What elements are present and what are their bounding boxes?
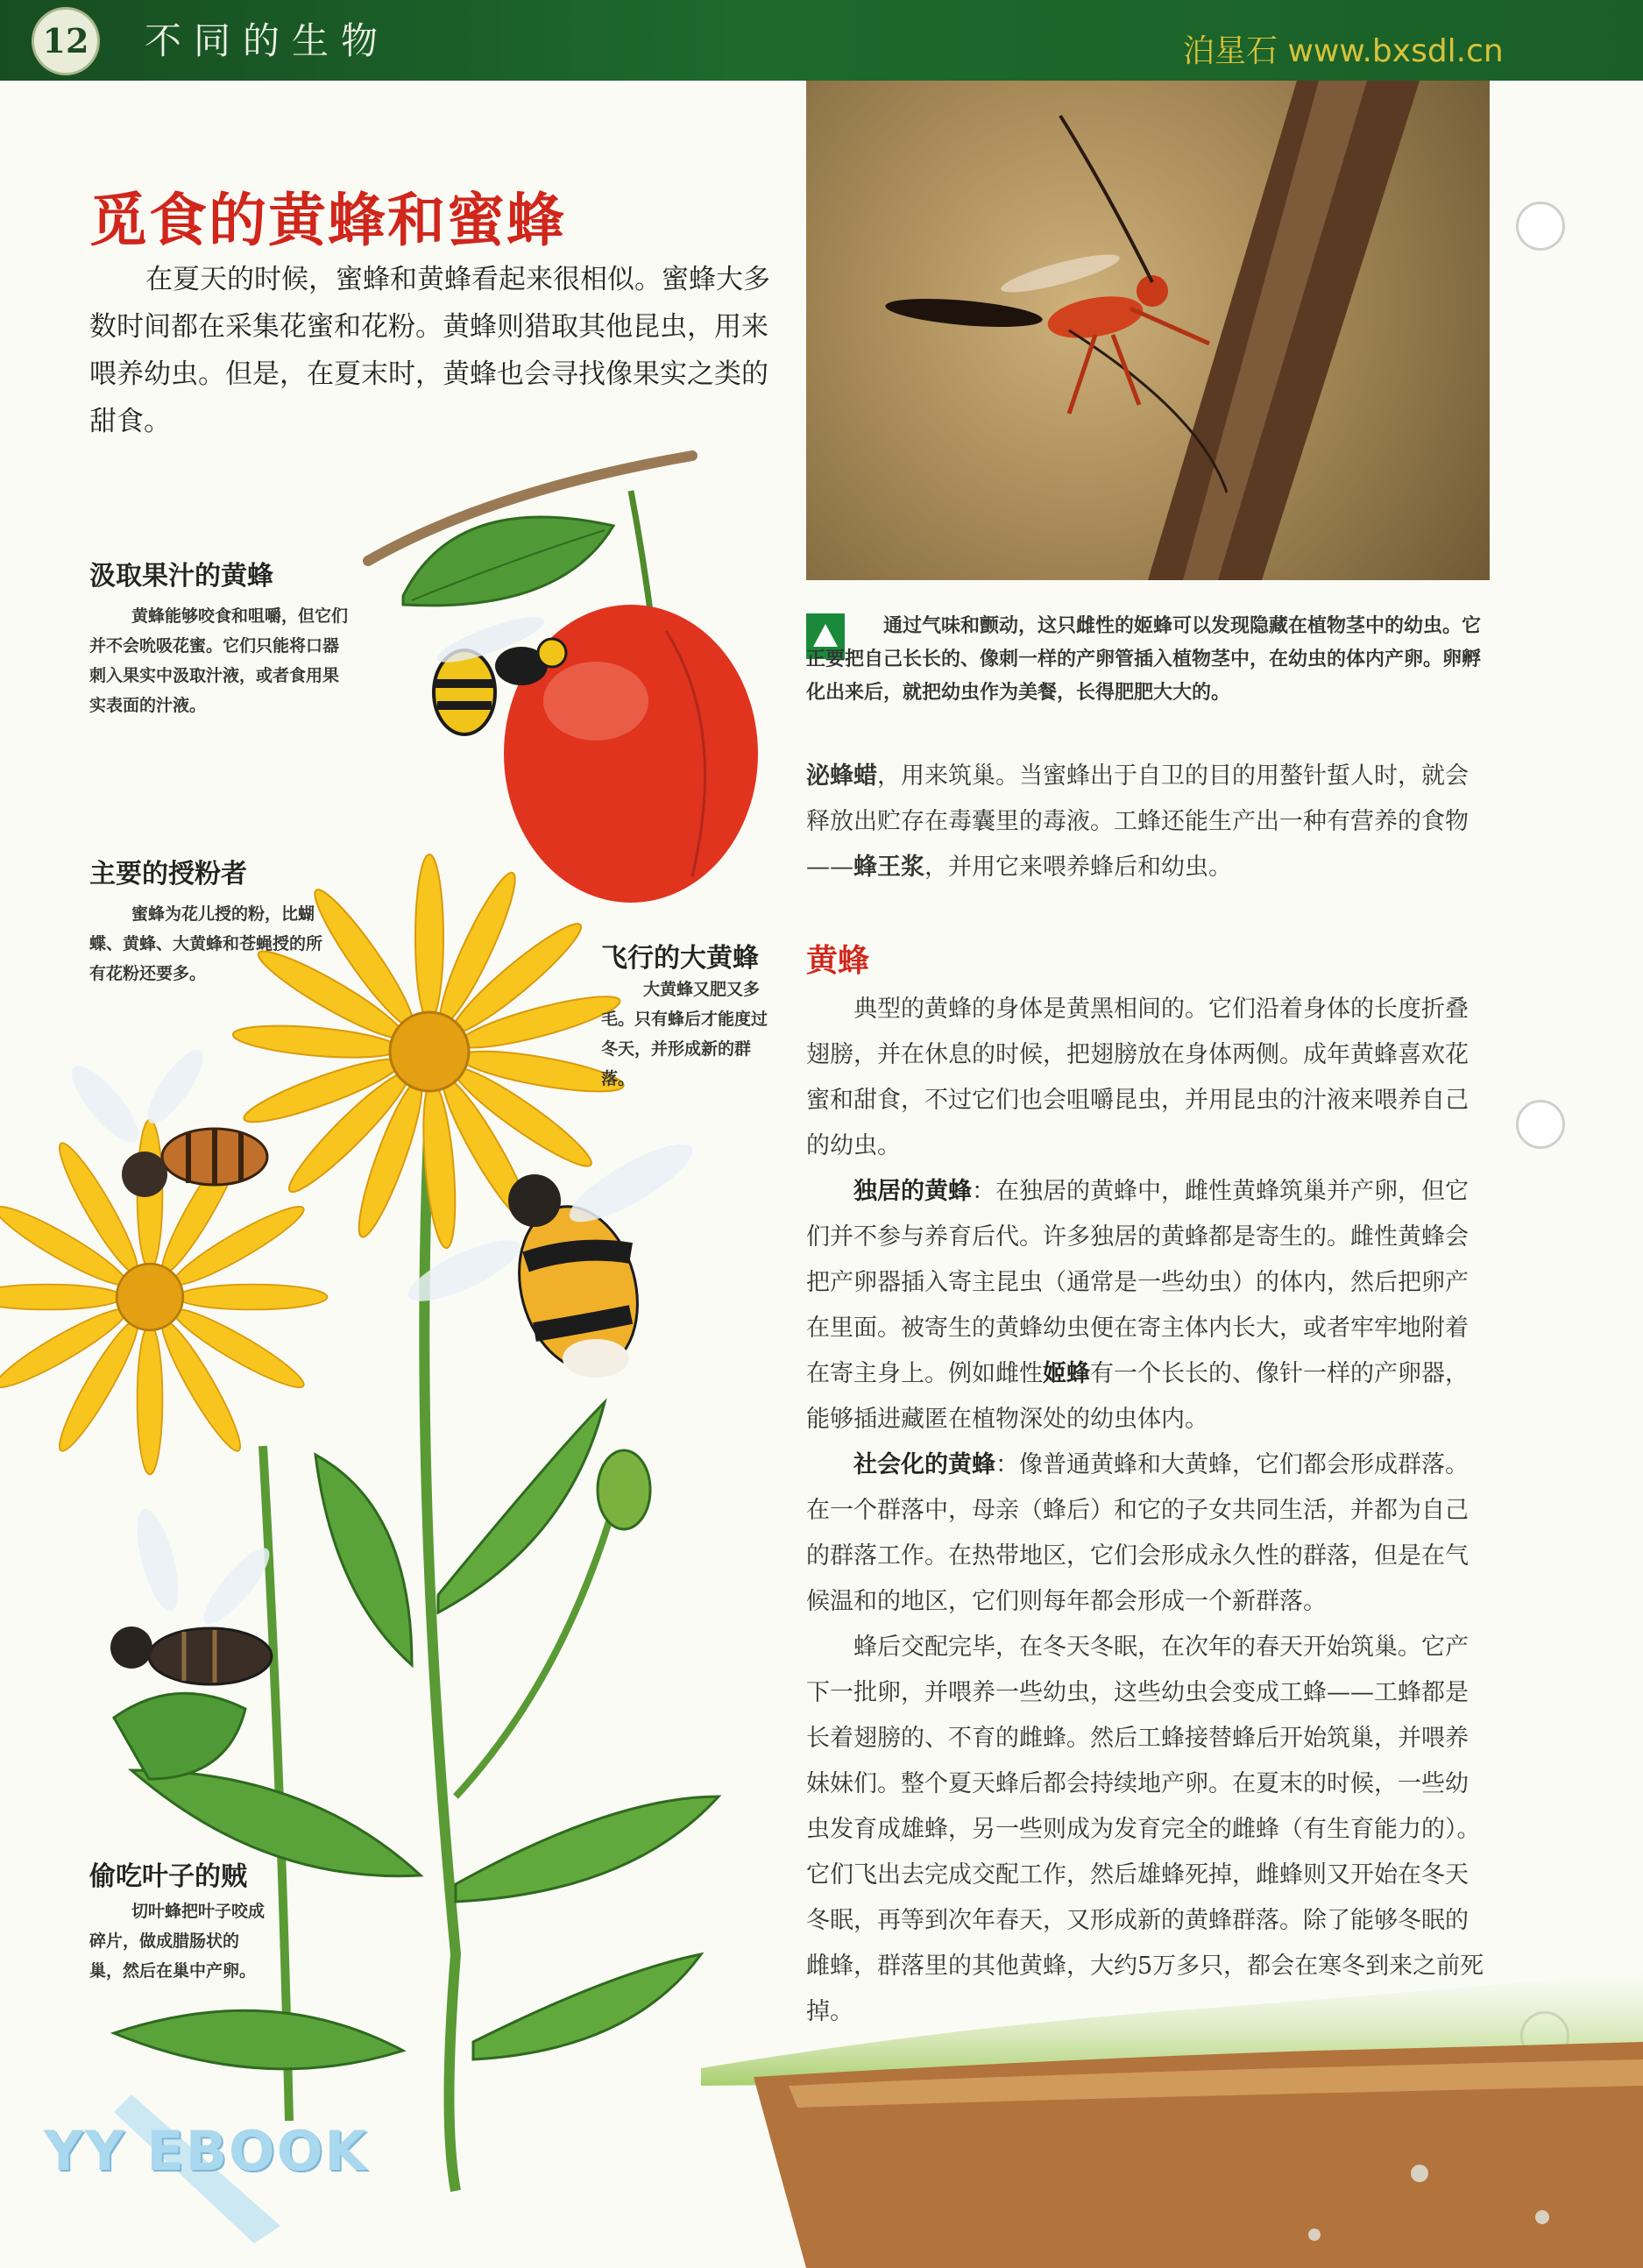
term-beeswax: 泌蜂蜡 (806, 762, 877, 790)
photo-caption: 通过气味和颤动，这只雌性的姬蜂可以发现隐藏在植物茎中的幼虫。它正要把自己长长的、像刺一样的产卵管插入植物茎中，在幼虫的体内产卵。卵孵化出来后，就把幼虫作为美餐，长得肥肥大大的。 (806, 615, 1482, 704)
page-title: 觅食的黄蜂和蜜蜂 (89, 186, 566, 254)
side-note-heading-juice: 汲取果汁的黄蜂 (89, 561, 273, 592)
binder-hole (1516, 1100, 1565, 1149)
paragraph: 蜂后交配完毕，在冬天冬眠，在次年的春天开始筑巢。它产下一批卵，并喂养一些幼虫，这些幼虫会变成工蜂——工蜂都是长着翅膀的、不育的雌蜂。然后工蜂接替蜂后开始筑巢，并喂养妹妹们。整个夏天蜂后都会持续地产卵。在夏末的时候，一些幼虫发育成雄蜂，另一些则成为发育完全的雌蜂（有生育能力的）。它们飞出去完成交配工作，然后雄蜂死掉，雌蜂则又开始在冬天冬眠，再等到次年春天，又形成新的黄蜂群落。除了能够冬眠的雌蜂，群落里的其他黄蜂，大约5万多只，都会在寒冬到来之前死掉。 (806, 1634, 1484, 2025)
site-watermark: 泊星石 www.bxsdl.cn (1183, 33, 1504, 69)
section-heading-wasps: 黄蜂 (806, 942, 870, 979)
side-note-heading-pollinator: 主要的授粉者 (89, 859, 247, 889)
paragraph: 社会化的黄蜂：像普通黄蜂和大黄蜂，它们都会形成群落。在一个群落中，母亲（蜂后）和它的子女共同生活，并都为自己的群落工作。在热带地区，它们会形成永久性的群落，但是在气候温和的地区，它们则每年都会形成一个新群落。 (806, 1451, 1469, 1615)
section-title: 不同的生物 (145, 19, 391, 62)
side-note-text-juice: 黄蜂能够咬食和咀嚼，但它们并不会吮吸花蜜。它们只能将口器刺入果实中汲取汁液，或者食用果实表面的汁液。 (89, 606, 349, 715)
binder-hole (1516, 202, 1565, 251)
paragraph: 独居的黄蜂：在独居的黄蜂中，雌性黄蜂筑巢并产卵，但它们并不参与养育后代。许多独居的黄蜂都是寄生的。雌性黄蜂会把产卵器插入寄主昆虫（通常是一些幼虫）的体内，然后把卵产在里面。被寄生的黄蜂幼虫便在寄主体内长大，或者牢牢地附着在寄主身上。例如雌性姬蜂有一个长长的、像针一样的产卵器，能够插进藏匿在植物深处的幼虫体内。 (806, 1178, 1469, 1433)
continuation-paragraph: 泌蜂蜡，用来筑巢。当蜜蜂出于自卫的目的用螯针蜇人时，就会释放出贮存在毒囊里的毒液。工蜂还能生产出一种有营养的食物——蜂王浆，并用它来喂养蜂后和幼虫。 (806, 762, 1469, 881)
ichneumon-wasp-icon (884, 116, 1227, 493)
term-royal-jelly: 蜂王浆 (853, 854, 924, 881)
grass-soil-illustration (701, 1954, 1643, 2268)
side-note-text-leafcutter: 切叶蜂把叶子咬成碎片，做成腊肠状的巢，然后在巢中产卵。 (89, 1902, 266, 1981)
leafcutter-bee-icon (110, 1505, 279, 1779)
wasp-section-body (806, 987, 1490, 2035)
side-note-heading-bumblebee: 飞行的大黄蜂 (601, 943, 759, 974)
side-note-heading-leafcutter: 偷吃叶子的贼 (89, 1861, 247, 1892)
side-note-text-pollinator: 蜜蜂为花儿授的粉，比蝴蝶、黄蜂、大黄蜂和苍蝇授的所有花粉还要多。 (89, 904, 323, 983)
ebook-watermark: YY EBOOK (44, 2119, 369, 2183)
page-number: 12 (32, 7, 100, 75)
paragraph: 典型的黄蜂的身体是黄黑相间的。它们沿着身体的长度折叠翅膀，并在休息的时候，把翅膀放在身体两侧。成年黄蜂喜欢花蜜和甜食，不过它们也会咀嚼昆虫，并用昆虫的汁液来喂养自己的幼虫。 (806, 996, 1469, 1159)
side-note-text-bumblebee: 大黄蜂又肥又多毛。只有蜂后才能度过冬天，并形成新的群落。 (601, 980, 768, 1088)
ichneumon-wasp-photo (806, 81, 1490, 580)
intro-paragraph: 在夏天的时候，蜜蜂和黄蜂看起来很相似。蜜蜂大多数时间都在采集花蜜和花粉。黄蜂则猎取其他昆虫，用来喂养幼虫。但是，在夏末时，黄蜂也会寻找像果实之类的甜食。 (89, 264, 770, 437)
